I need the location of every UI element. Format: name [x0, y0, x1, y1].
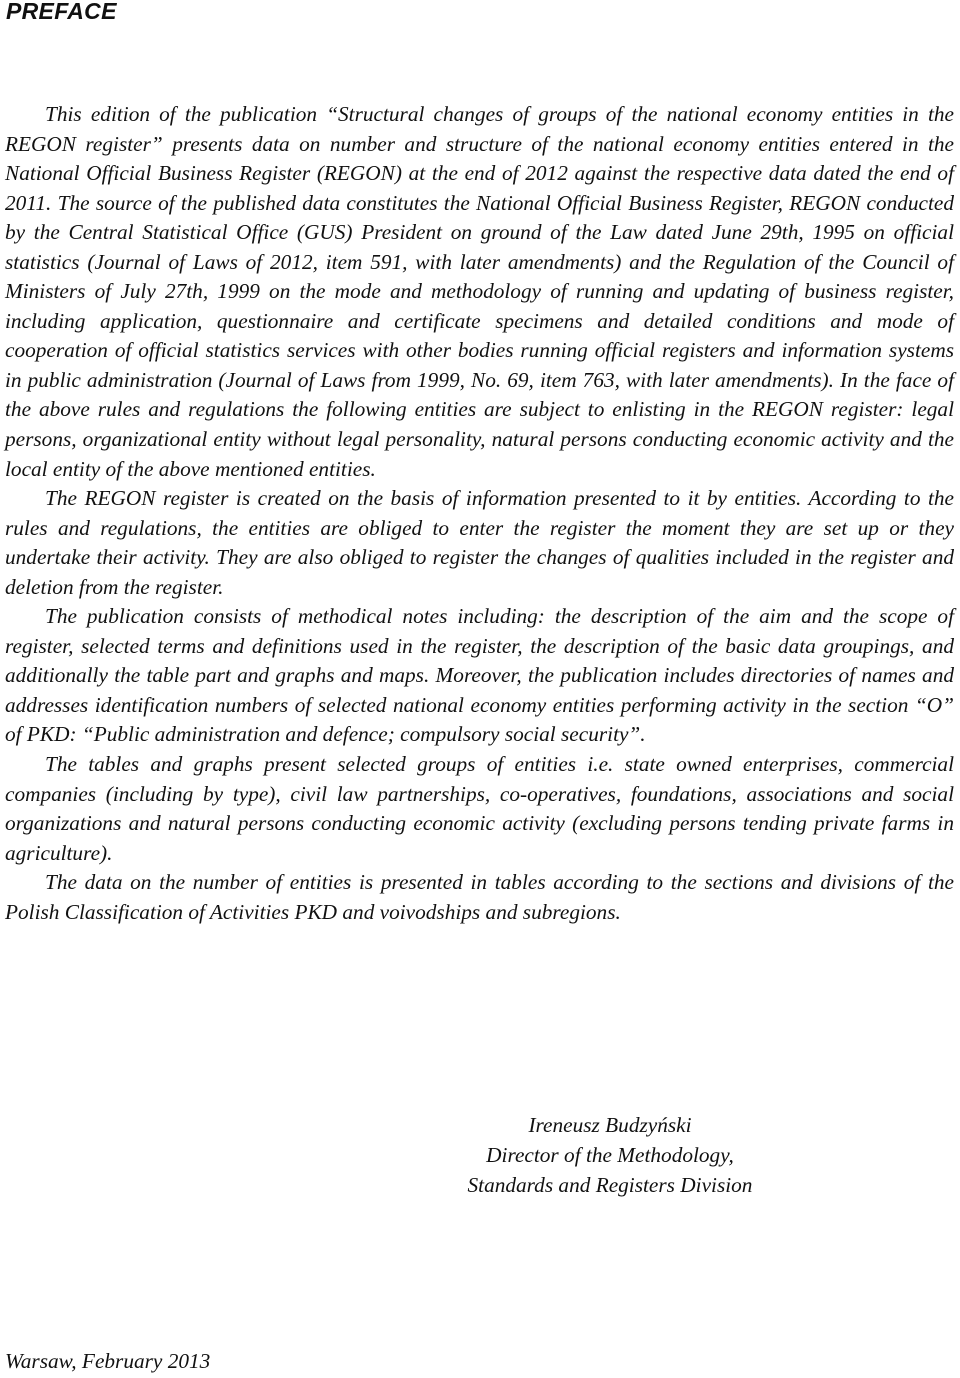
signature-block [420, 1110, 800, 1200]
place-and-date: Warsaw, February 2013 [5, 1349, 211, 1373]
signatory-name: Ireneusz Budzyński [528, 1113, 692, 1137]
paragraph-tables: The tables and graphs present selected groups of entities i.e. state owned enterprises, commercial companies (including by type), civil law partnerships, co-operatives, foundations, associations and social organizations and natural persons conducting economic activity (excluding persons tending private farms in agriculture). [5, 752, 954, 865]
paragraph-classification: The data on the number of entities is presented in tables according to the sections and divisions of the Polish Classification of Activities PKD and voivodships and subregions. [5, 870, 954, 924]
paragraph-intro: This edition of the publication “Structural changes of groups of the national economy entities in the REGON register” presents data on number and structure of the national economy entities entered in the National Official Business Register (REGON) at the end of 2012 against the respective data dated the end of 2011. The source of the published data constitutes the National Official Business Register, REGON conducted by the Central Statistical Office (GUS) President on ground of the Law dated June 29th, 1995 on official statistics (Journal of Laws of 2012, item 591, with later amendments) and the Regulation of the Council of Ministers of July 27th, 1999 on the mode and methodology of running and updating of business register, including application, questionnaire and certificate specimens and detailed conditions and mode of cooperation of official statistics services with other bodies running official registers and information systems in public administration (Journal of Laws from 1999, No. 69, item 763, with later amendments). In the face of the above rules and regulations the following entities are subject to enlisting in the REGON register: legal persons, organizational entity without legal personality, natural persons conducting economic activity and the local entity of the above mentioned entities. [5, 102, 954, 481]
page-title: PREFACE [6, 0, 117, 24]
preface-body [5, 100, 954, 927]
paragraph-contents: The publication consists of methodical notes including: the description of the aim and the scope of register, selected terms and definitions used in the register, the description of the basic data groupings, and additionally the table part and graphs and maps. Moreover, the publication includes directories of names and addresses identification numbers of selected national economy entities performing activity in the section “O” of PKD: “Public administration and defence; compulsory social security”. [5, 604, 954, 747]
signatory-position-line1: Director of the Methodology, [486, 1143, 734, 1167]
signatory-position-line2: Standards and Registers Division [467, 1173, 753, 1197]
paragraph-register: The REGON register is created on the basis of information presented to it by entities. According to the rules and regulations, the entities are obliged to enter the register the moment they are set up or they undertake their activity. They are also obliged to register the changes of qualities included in the register and deletion from the register. [5, 486, 954, 599]
